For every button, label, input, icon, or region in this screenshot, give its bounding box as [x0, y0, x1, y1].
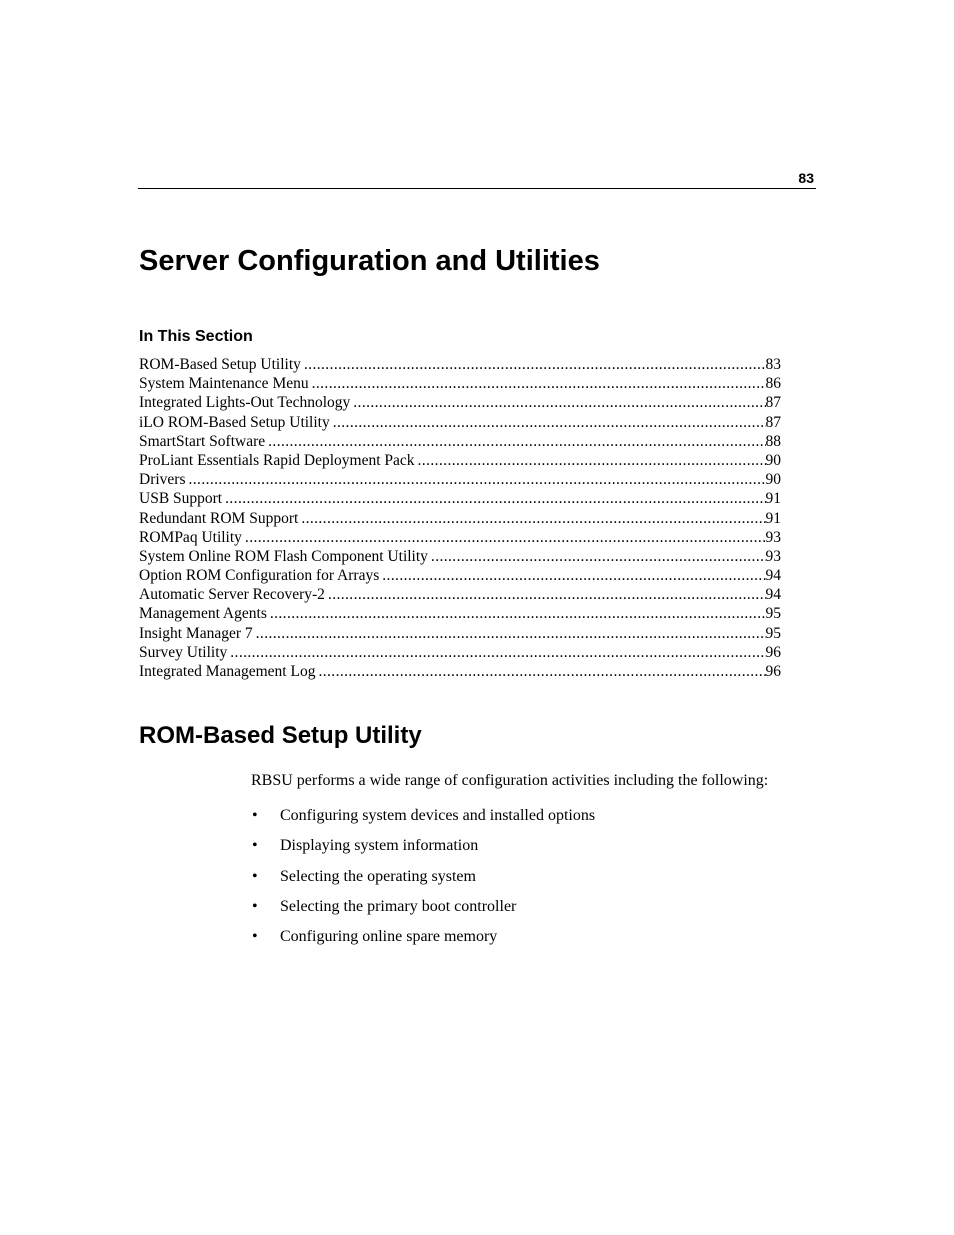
toc-entry-page: 93	[765, 547, 781, 565]
list-item-text: Configuring system devices and installed options	[280, 807, 596, 824]
toc-entry-title: Drivers	[139, 471, 186, 489]
toc-entry-page: 94	[765, 586, 781, 604]
toc-entry[interactable]	[139, 489, 781, 508]
toc-dot-leader	[227, 643, 765, 662]
toc-entry-title: ROM-Based Setup Utility	[139, 356, 301, 373]
toc-entry[interactable]	[139, 393, 781, 412]
toc-dot-leader	[415, 451, 766, 470]
toc-entry[interactable]	[139, 355, 781, 374]
toc-entry-page: 94	[765, 567, 781, 585]
bullet-icon: •	[252, 897, 258, 915]
list-item	[251, 836, 595, 866]
toc-entry-title: Integrated Management Log	[139, 663, 316, 680]
toc-entry-title: USB Support	[139, 490, 223, 508]
toc-entry-title: iLO ROM-Based Setup Utility	[139, 413, 330, 431]
bullet-icon: •	[252, 837, 258, 855]
bullet-icon: •	[252, 867, 258, 885]
toc-entry-title: ProLiant Essentials Rapid Deployment Pack	[139, 451, 415, 469]
toc-entry-page: 86	[765, 375, 781, 393]
toc-entry[interactable]	[139, 604, 781, 623]
toc-dot-leader	[309, 374, 766, 393]
toc-dot-leader	[186, 470, 766, 489]
toc-entry[interactable]	[139, 566, 781, 585]
toc-entry-title: SmartStart Software	[139, 432, 266, 450]
list-item-text: Displaying system information	[280, 837, 479, 855]
toc-entry-page: 90	[765, 451, 781, 469]
toc-entry-page: 95	[765, 624, 781, 642]
list-item	[251, 927, 595, 957]
toc-entry-title: Redundant ROM Support	[139, 509, 299, 527]
toc-dot-leader	[298, 509, 765, 528]
toc-entry-page: 83	[765, 356, 781, 373]
toc-entry[interactable]	[139, 624, 781, 643]
list-item-text: Configuring online spare memory	[280, 928, 498, 946]
toc-dot-leader	[242, 528, 766, 547]
toc-dot-leader	[428, 547, 766, 566]
toc-dot-leader	[350, 393, 765, 412]
toc-entry-title: Option ROM Configuration for Arrays	[139, 567, 380, 585]
toc-entry-page: 91	[765, 509, 781, 527]
toc-entry[interactable]	[139, 374, 781, 393]
list-item	[251, 867, 595, 897]
toc-entry[interactable]	[139, 509, 781, 528]
toc-dot-leader	[301, 355, 766, 374]
bullet-icon: •	[252, 807, 258, 824]
list-item-text: Selecting the primary boot controller	[280, 897, 517, 915]
list-item-text: Selecting the operating system	[280, 867, 476, 885]
toc-dot-leader	[315, 662, 765, 681]
bullet-list	[251, 806, 595, 957]
toc-dot-leader	[379, 566, 765, 585]
toc-entry[interactable]	[139, 662, 781, 681]
table-of-contents	[139, 355, 781, 681]
section-title: ROM-Based Setup Utility	[139, 722, 422, 749]
toc-entry-title: System Maintenance Menu	[139, 375, 309, 393]
toc-dot-leader	[325, 585, 766, 604]
list-item	[251, 806, 595, 836]
toc-entry[interactable]	[139, 643, 781, 662]
toc-entry[interactable]	[139, 547, 781, 566]
toc-entry-page: 91	[765, 490, 781, 508]
toc-entry[interactable]	[139, 413, 781, 432]
toc-entry-page: 96	[765, 663, 781, 680]
toc-entry-page: 87	[765, 394, 781, 412]
toc-entry[interactable]	[139, 585, 781, 604]
header-rule	[138, 188, 816, 189]
toc-dot-leader	[253, 624, 766, 643]
toc-entry-title: ROMPaq Utility	[139, 528, 242, 546]
toc-dot-leader	[265, 432, 765, 451]
toc-entry-page: 95	[765, 605, 781, 623]
toc-entry-title: Insight Manager 7	[139, 624, 253, 642]
toc-entry-title: Automatic Server Recovery-2	[139, 586, 325, 604]
toc-heading: In This Section	[139, 328, 253, 345]
toc-entry-page: 96	[765, 643, 781, 661]
toc-entry-title: Management Agents	[139, 605, 267, 623]
toc-entry[interactable]	[139, 528, 781, 547]
toc-entry-page: 90	[765, 471, 781, 489]
toc-entry-page: 87	[765, 413, 781, 431]
toc-entry[interactable]	[139, 470, 781, 489]
toc-entry-page: 93	[765, 528, 781, 546]
toc-entry-title: Integrated Lights-Out Technology	[139, 394, 351, 412]
toc-entry-title: System Online ROM Flash Component Utility	[139, 547, 428, 565]
toc-dot-leader	[330, 413, 766, 432]
page-number: 83	[798, 170, 814, 186]
section-intro: RBSU performs a wide range of configuration activities including the following:	[251, 772, 769, 789]
toc-entry-page: 88	[765, 432, 781, 450]
toc-dot-leader	[222, 489, 765, 508]
toc-entry-title: Survey Utility	[139, 643, 228, 661]
toc-dot-leader	[267, 604, 766, 623]
toc-entry[interactable]	[139, 432, 781, 451]
chapter-title: Server Configuration and Utilities	[139, 245, 600, 277]
toc-entry[interactable]	[139, 451, 781, 470]
list-item	[251, 897, 595, 927]
bullet-icon: •	[252, 928, 258, 946]
